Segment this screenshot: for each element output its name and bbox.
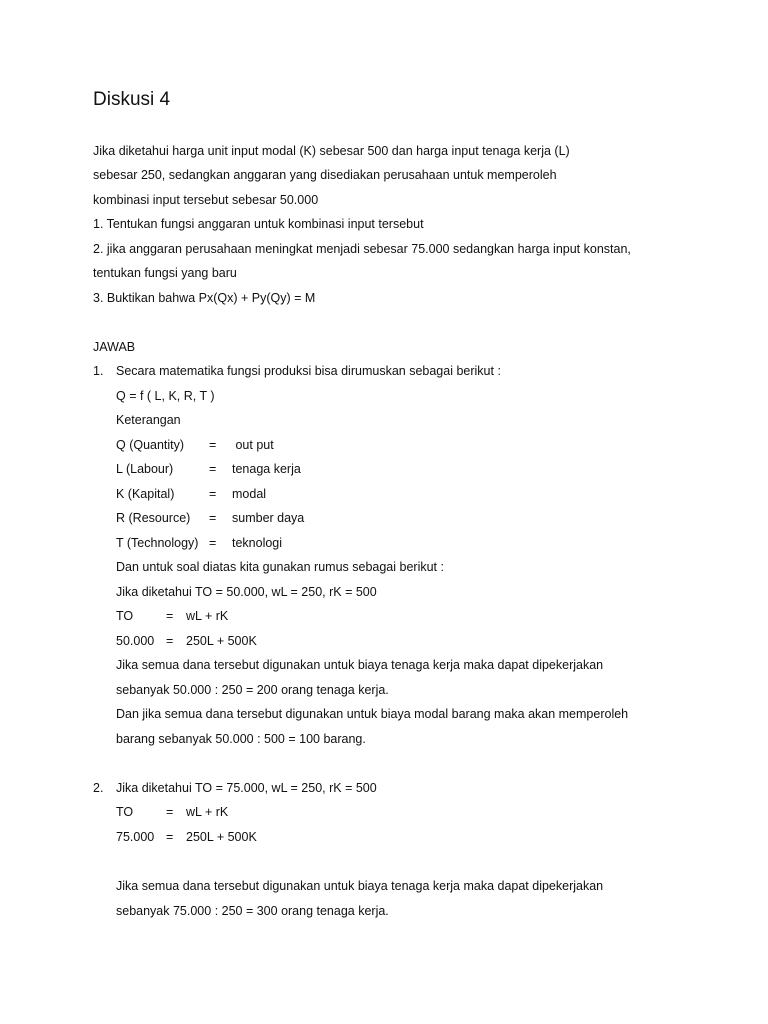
equation-equals: =: [166, 830, 174, 844]
equation-right: wL + rK: [186, 609, 229, 623]
equation-left: 50.000: [116, 634, 155, 648]
paragraph-line: sebanyak 50.000 : 250 = 200 orang tenaga kerja.: [116, 683, 389, 697]
definition-meaning: teknologi: [232, 536, 283, 550]
question-line-5: 2. jika anggaran perusahaan meningkat menjadi sebesar 75.000 sedangkan harga input konstan,: [93, 242, 631, 256]
rumus-intro: Dan untuk soal diatas kita gunakan rumus sebagai berikut :: [116, 560, 444, 574]
document-title: Diskusi 4: [93, 89, 171, 110]
question-line-2: sebesar 250, sedangkan anggaran yang disediakan perusahaan untuk memperoleh: [93, 168, 557, 182]
definition-equals: =: [209, 462, 217, 476]
definition-term: Q (Quantity): [116, 438, 185, 452]
production-formula: Q = f ( L, K, R, T ): [116, 389, 215, 403]
paragraph-line: sebanyak 75.000 : 250 = 300 orang tenaga kerja.: [116, 904, 389, 918]
answer-heading: JAWAB: [93, 340, 136, 354]
given-values-2: Jika diketahui TO = 75.000, wL = 250, rK = 500: [116, 781, 377, 795]
definition-term: R (Resource): [116, 511, 191, 525]
question-line-6: tentukan fungsi yang baru: [93, 266, 237, 280]
definition-meaning: modal: [232, 487, 267, 501]
definition-term: K (Kapital): [116, 487, 175, 501]
definition-equals: =: [209, 511, 217, 525]
paragraph-line: Jika semua dana tersebut digunakan untuk biaya tenaga kerja maka dapat dipekerjakan: [116, 658, 604, 672]
equation-equals: =: [166, 634, 174, 648]
answer-item-1-number: 1.: [93, 364, 104, 378]
equation-equals: =: [166, 609, 174, 623]
question-line-3: kombinasi input tersebut sebesar 50.000: [93, 193, 319, 207]
question-line-1: Jika diketahui harga unit input modal (K) sebesar 500 dan harga input tenaga kerja (L): [93, 144, 570, 158]
paragraph-line: Jika semua dana tersebut digunakan untuk biaya tenaga kerja maka dapat dipekerjakan: [116, 879, 604, 893]
equation-right: 250L + 500K: [186, 830, 257, 844]
definition-term: T (Technology): [116, 536, 199, 550]
definition-equals: =: [209, 536, 217, 550]
definition-equals: =: [209, 487, 217, 501]
answer-item-2-number: 2.: [93, 781, 104, 795]
equation-left: TO: [116, 805, 134, 819]
paragraph-line: Dan jika semua dana tersebut digunakan untuk biaya modal barang maka akan memperoleh: [116, 707, 629, 721]
equation-right: 250L + 500K: [186, 634, 257, 648]
definition-term: L (Labour): [116, 462, 174, 476]
definition-meaning: tenaga kerja: [232, 462, 301, 476]
definition-meaning: sumber daya: [232, 511, 305, 525]
question-line-7: 3. Buktikan bahwa Px(Qx) + Py(Qy) = M: [93, 291, 316, 305]
equation-left: 75.000: [116, 830, 155, 844]
definition-equals: =: [209, 438, 217, 452]
answer-item-1-intro: Secara matematika fungsi produksi bisa dirumuskan sebagai berikut :: [116, 364, 501, 378]
equation-left: TO: [116, 609, 134, 623]
definition-meaning: out put: [232, 438, 274, 452]
paragraph-line: barang sebanyak 50.000 : 500 = 100 barang.: [116, 732, 366, 746]
equation-equals: =: [166, 805, 174, 819]
question-line-4: 1. Tentukan fungsi anggaran untuk kombinasi input tersebut: [93, 217, 424, 231]
keterangan-label: Keterangan: [116, 413, 181, 427]
given-values-1: Jika diketahui TO = 50.000, wL = 250, rK = 500: [116, 585, 377, 599]
equation-right: wL + rK: [186, 805, 229, 819]
